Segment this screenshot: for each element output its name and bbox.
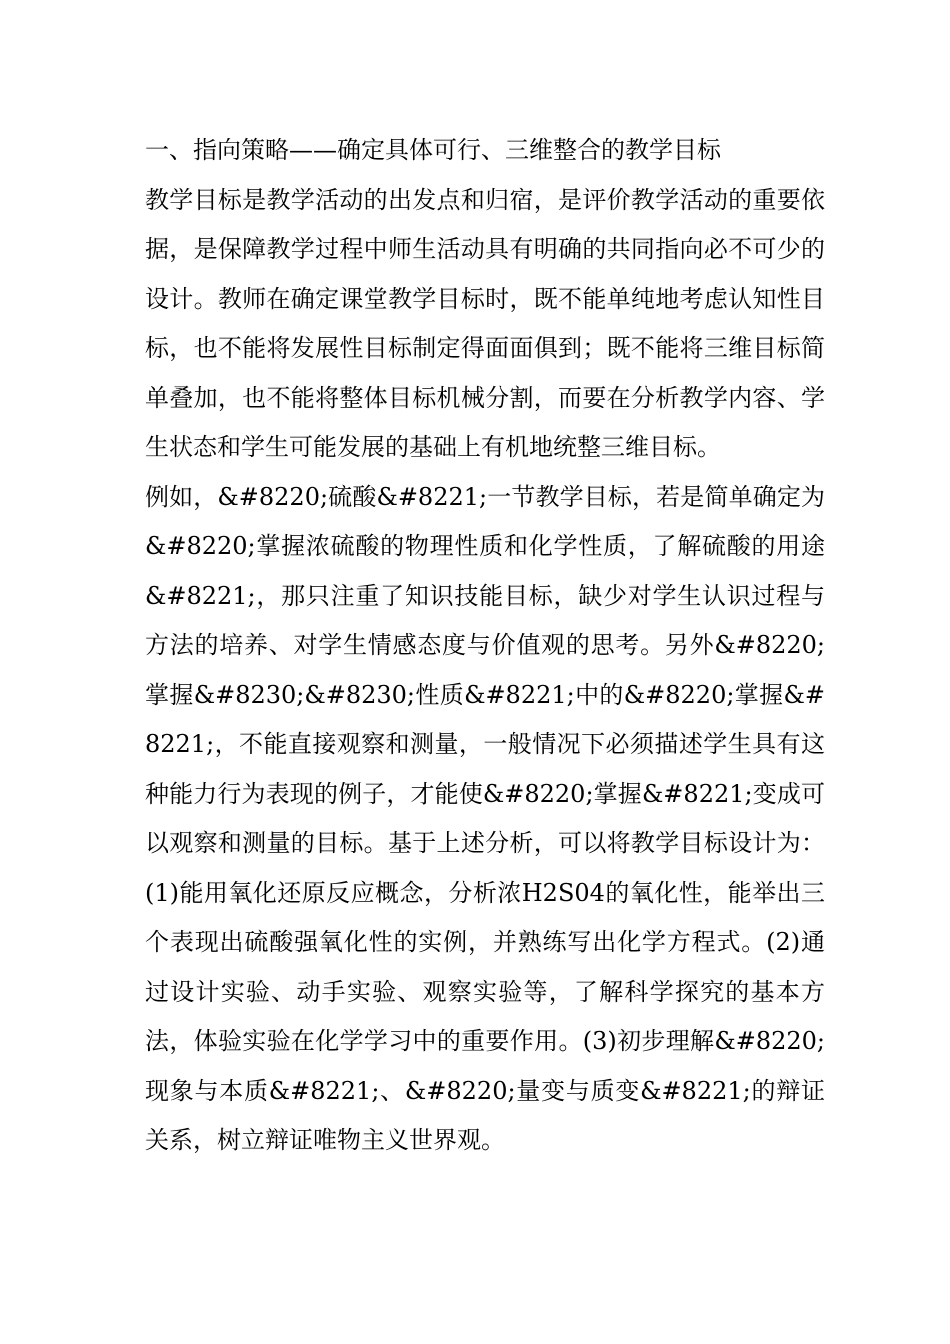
section-heading: 一、指向策略——确定具体可行、三维整合的教学目标 bbox=[145, 136, 721, 164]
paragraph-teaching-goals: 教学目标是教学活动的出发点和归宿，是评价教学活动的重要依据，是保障教学过程中师生活动具有明确的共同指向必不可少的设计。教师在确定课堂教学目标时，既不能单纯地考虑认知性目标，也不能将发展性目标制定得面面俱到；既不能将三维目标简单叠加，也不能将整体目标机械分割，而要在分析教学内容、学生状态和学生可能发展的基础上有机地统整三维目标。 bbox=[145, 185, 825, 461]
paragraph-example-sulfuric-acid: 例如，&#8220;硫酸&#8221;一节教学目标，若是简单确定为&#8220;掌握浓硫酸的物理性质和化学性质，了解硫酸的用途&#8221;，那只注重了知识技能目标，缺少对学生认识过程与方法的培养、对学生情感态度与价值观的思考。另外&#8220;掌握&#8230;&#8230;性质&#8221;中的&#8220;掌握&#8221;，不能直接观察和测量，一般情况下必须描述学生具有这种能力行为表现的例子，才能使&#8220;掌握&#8221;变成可以观察和测量的目标。基于上述分析，可以将教学目标设计为：(1)能用氧化还原反应概念，分析浓H2S04的氧化性，能举出三个表现出硫酸强氧化性的实例，并熟练写出化学方程式。(2)通过设计实验、动手实验、观察实验等，了解科学探究的基本方法，体验实验在化学学习中的重要作用。(3)初步理解&#8220;现象与本质&#8221;、&#8220;量变与质变&#8221;的辩证关系，树立辩证唯物主义世界观。 bbox=[145, 482, 825, 1154]
document-body bbox=[145, 126, 825, 1166]
